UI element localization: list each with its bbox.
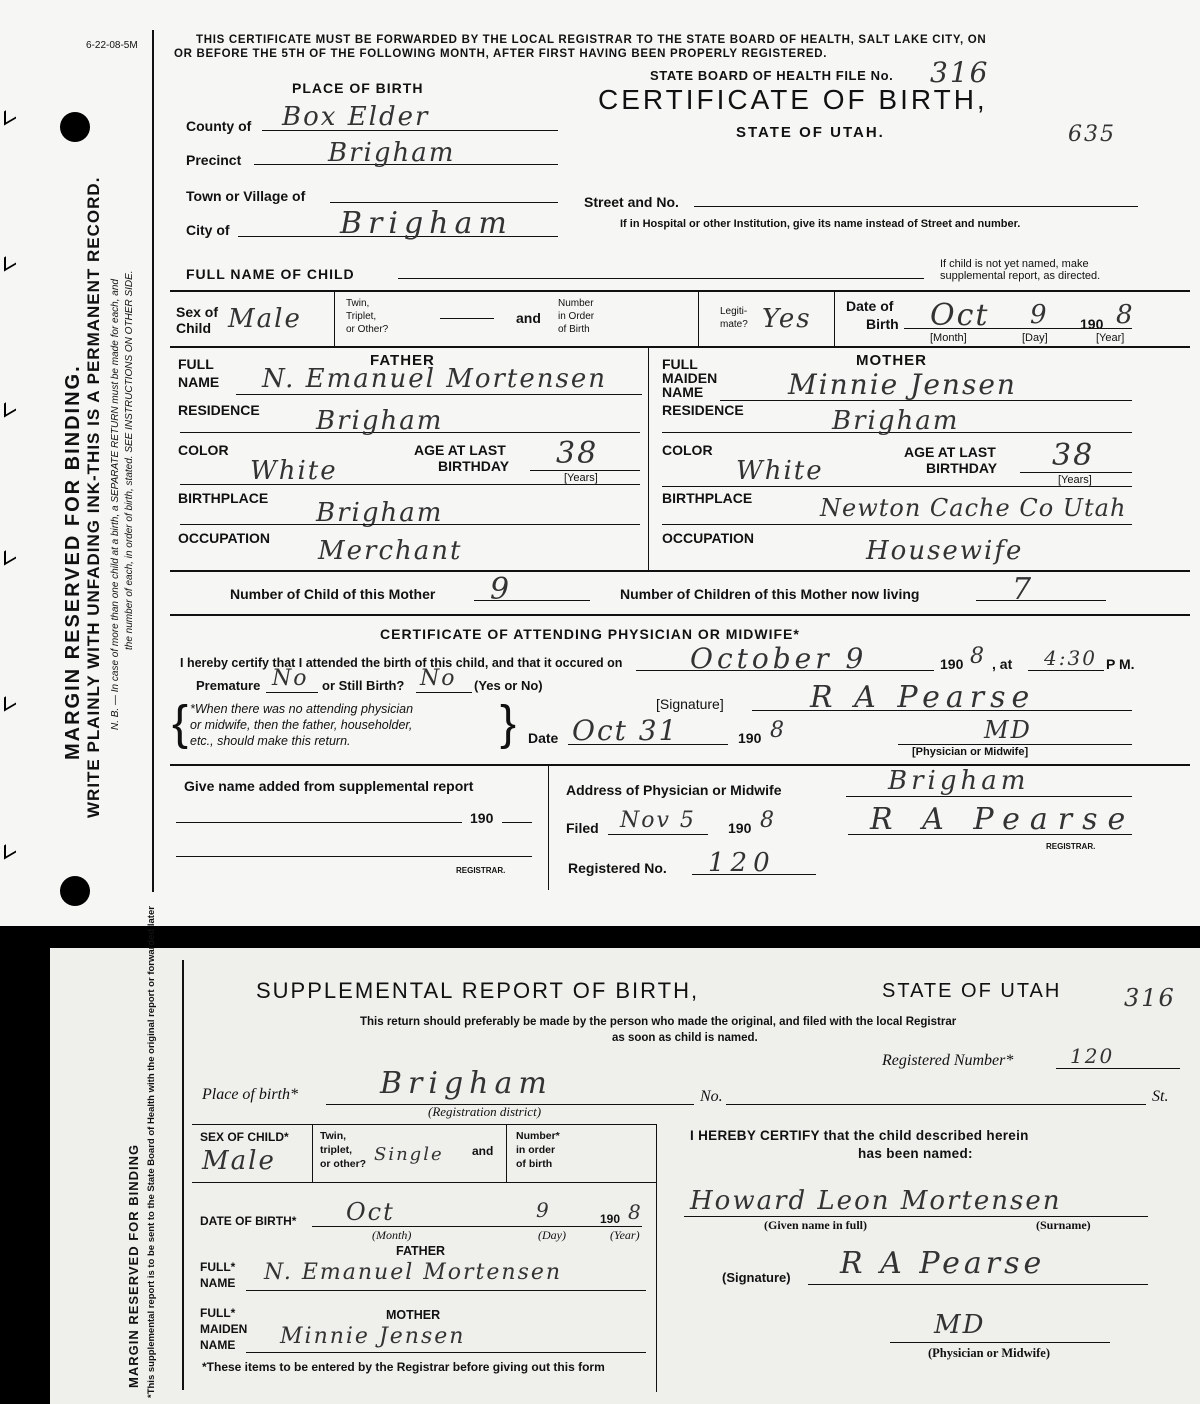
binding-hole-bottom [60,876,90,906]
father-age-label-2: BIRTHDAY [438,458,510,474]
sex-label-2: Child [176,320,211,336]
street-label: Street and No. [584,194,679,210]
number-label-1: Number [558,298,594,309]
supp-title: SUPPLEMENTAL REPORT OF BIRTH, [256,978,700,1003]
mother-residence-label: RESIDENCE [662,402,744,418]
birth-year-suffix: 8 [970,644,986,669]
twin-label-2: Triplet, [346,311,377,322]
binding-tick [4,397,16,418]
supp-sex-value: Male [202,1146,276,1176]
filed-date-value: Nov 5 [620,808,696,833]
supp-month-label: (Month) [372,1228,412,1242]
father-occupation-label: OCCUPATION [178,530,271,546]
sign-date-value: Oct 31 [572,714,679,747]
mother-age-label-2: BIRTHDAY [926,460,998,476]
dob-label-2: Birth [866,316,899,332]
binding-tick [4,691,16,712]
supp-physician-label: (Physician or Midwife) [928,1346,1050,1360]
supp-mother-header: MOTHER [386,1308,441,1322]
supp-father-full-label: FULL* [200,1260,236,1274]
supp-mother-name-value: Minnie Jensen [280,1324,466,1349]
sign-year-prefix: 190 [738,730,762,746]
legitimate-label-1: Legiti- [720,306,748,317]
divider [170,764,1190,766]
supp-margin-reserved-text: MARGIN RESERVED FOR BINDING [126,1143,141,1388]
number-of-child-value: 9 [490,572,512,607]
supp-dob-month: Oct [346,1198,395,1226]
not-named-note-2: supplemental report, as directed. [940,270,1101,282]
physician-heading: CERTIFICATE OF ATTENDING PHYSICIAN OR MIDWIFE* [380,626,800,642]
father-residence-value: Brigham [316,406,444,436]
dob-month-value: Oct [930,298,990,333]
children-living-value: 7 [1012,572,1034,607]
city-value: Brigham [340,206,513,241]
mother-name-label: NAME [662,384,704,400]
supp-intro-2: as soon as child is named. [612,1032,758,1044]
legitimate-label-2: mate? [720,319,748,330]
sex-label-1: Sex of [176,304,219,320]
divider [170,346,1190,348]
precinct-label: Precinct [186,152,242,168]
number-of-child-label: Number of Child of this Mother [230,586,436,602]
supp-father-name-label: NAME [200,1276,236,1290]
supp-box-right [656,1124,657,1392]
supp-father-name-line [246,1290,646,1291]
supp-number-label-3: of birth [516,1158,553,1170]
still-birth-label: or Still Birth? [322,678,405,693]
supp-signature-value: R A Pearse [840,1246,1046,1281]
month-label: [Month] [930,332,967,344]
mother-residence-value: Brigham [832,406,960,436]
divider [698,292,699,346]
town-line [330,202,558,203]
supp-twin-label-1: Twin, [320,1130,347,1142]
supp-mother-name-label: NAME [200,1338,236,1352]
mother-birthplace-line [662,524,1132,525]
mother-birthplace-label: BIRTHPLACE [662,490,753,506]
father-name-value: N. Emanuel Mortensen [262,364,607,394]
father-birthplace-label: BIRTHPLACE [178,490,269,506]
supp-registrar-label: REGISTRAR. [456,866,506,875]
supp-twin-label-2: triplet, [320,1144,353,1156]
give-name-label: Give name added from supplemental report [184,778,474,794]
registered-no-value: 120 [708,848,776,878]
date-label: Date [528,730,559,746]
mother-full-label: FULL [662,356,698,372]
father-name-label: NAME [178,374,220,390]
binding-hole-top [60,112,90,142]
sign-year-suffix: 8 [770,718,786,743]
street-line [694,206,1138,207]
margin-reserved-text: MARGIN RESERVED FOR BINDING. [62,364,84,760]
registrar-signature: R A Pearse [870,802,1136,837]
supp-box-top [192,1124,656,1125]
notice-line-1: THIS CERTIFICATE MUST BE FORWARDED BY THE LOCAL REGISTRAR TO THE STATE BOARD OF HEALTH, SALT LAKE CITY, ON [196,34,987,46]
supp-dob-year-prefix: 190 [600,1212,621,1226]
supp-twin-value: Single [374,1144,444,1165]
at-label: , at [992,656,1013,672]
supp-given-label: (Given name in full) [764,1218,868,1232]
pm-label: P M. [1106,656,1135,672]
father-age-value: 38 [556,436,599,471]
father-color-value: White [250,456,338,486]
mother-color-value: White [736,456,824,486]
supp-certify-1: I HEREBY CERTIFY that the child described herein [690,1128,1029,1143]
supp-state: STATE OF UTAH [882,980,1062,1002]
file-number-value: 316 [930,56,990,89]
father-residence-label: RESIDENCE [178,402,260,418]
divider [170,614,1190,616]
full-name-of-child-label: FULL NAME OF CHILD [186,266,355,282]
father-birthplace-value: Brigham [316,498,444,528]
margin-permanent-record-text: WRITE PLAINLY WITH UNFADING INK-THIS IS A PERMANENT RECORD. [84,176,103,818]
supp-intro-1: This return should preferably be made by the person who made the original, and filed with the local Registrar [360,1016,957,1028]
divider [548,764,549,890]
supp-number-label-2: in order [516,1144,556,1156]
supp-registrar-line [176,856,532,857]
mother-maiden-label: MAIDEN [662,370,718,386]
divider [170,570,1190,572]
yes-or-no-label: (Yes or No) [474,678,543,693]
binding-tick [4,839,16,860]
father-occupation-value: Merchant [318,536,463,566]
supp-footer-note: *These items to be entered by the Registrar before giving out this form [202,1360,605,1374]
premature-label: Premature [196,678,261,693]
year-label: [Year] [1096,332,1125,344]
day-label: [Day] [1022,332,1048,344]
margin-nb-note-2: the number of each, in order of birth, stated. SEE INSTRUCTIONS ON OTHER SIDE. [124,270,135,650]
town-label: Town or Village of [186,188,306,204]
address-value: Brigham [888,766,1030,796]
county-value: Box Elder [282,102,430,132]
mother-color-label: COLOR [662,442,713,458]
attending-note-1: *When there was no attending physician [190,702,414,716]
extra-number: 635 [1068,122,1116,147]
filed-year-suffix: 8 [760,808,776,833]
supp-mother-maiden-label: MAIDEN [200,1322,248,1336]
divider [170,290,1190,292]
supp-twin-label-3: or other? [320,1158,367,1170]
father-full-label: FULL [178,356,214,372]
still-birth-value: No [420,666,457,691]
supp-registered-number-label: Registered Number* [882,1052,1014,1069]
mother-occupation-label: OCCUPATION [662,530,755,546]
not-named-note-1: If child is not yet named, make [940,258,1089,270]
binding-tick [4,105,16,126]
mother-age-value: 38 [1052,438,1095,473]
supp-place-value: Brigham [380,1066,553,1101]
father-name-line [236,394,642,395]
dob-label-1: Date of [846,298,894,314]
title-line [898,744,1132,745]
supp-dob-day: 9 [536,1198,551,1222]
premature-value: No [272,666,309,691]
birth-time-value: 4:30 [1044,646,1097,670]
birth-year-prefix: 190 [940,656,964,672]
father-birthplace-line [180,524,640,525]
supp-box-divider [312,1124,313,1182]
supp-corner-number: 316 [1124,984,1176,1012]
mother-years-label: [Years] [1058,474,1092,486]
filed-line [608,834,708,835]
twin-label-3: or Other? [346,324,389,335]
physician-signature: R A Pearse [810,680,1036,715]
street-note: If in Hospital or other Institution, give its name instead of Street and number. [620,218,1021,230]
dob-year-prefix: 190 [1080,316,1104,332]
supp-title-line [890,1342,1110,1343]
children-living-label: Number of Children of this Mother now living [620,586,920,602]
binding-tick [4,251,16,272]
still-birth-line [416,692,472,693]
father-header: FATHER [370,352,435,369]
mother-age-label-1: AGE AT LAST [904,444,996,460]
children-living-line [976,600,1106,601]
divider [334,292,335,346]
supp-and-label: and [472,1144,494,1158]
margin-nb-note-1: N. B. — In case of more than one child at a birth, a SEPARATE RETURN must be made for each, and [110,279,121,730]
city-label: City of [186,222,230,238]
supp-no-label: No. [700,1088,723,1105]
mother-birthplace-value: Newton Cache Co Utah [820,494,1127,522]
supp-father-header: FATHER [396,1244,446,1258]
and-label: and [516,310,541,326]
supp-day-label: (Day) [538,1228,566,1242]
mother-age-line [1020,472,1132,473]
sex-value: Male [228,304,302,334]
supp-given-name-value: Howard Leon Mortensen [690,1186,1062,1216]
supp-dob-year-suffix: 8 [628,1200,643,1224]
supp-st-label: St. [1152,1088,1169,1105]
dob-year-suffix: 8 [1116,300,1135,330]
supp-registered-number-line [1056,1068,1180,1069]
supp-margin-note: *This supplemental report is to be sent to the State Board of Health with the original report or forwarded later [146,906,157,1398]
twin-line [440,318,494,319]
supp-registered-number-value: 120 [1070,1044,1115,1068]
supp-dob-label: DATE OF BIRTH* [200,1214,297,1228]
binding-tick [4,545,16,566]
supp-certify-2: has been named: [858,1146,973,1161]
supp-mother-name-line [246,1352,646,1353]
supp-dob-line [312,1226,642,1227]
county-label: County of [186,118,252,134]
supp-name-line [176,822,462,823]
supp-title-md: MD [934,1310,986,1340]
number-label-3: of Birth [558,324,590,335]
supp-mother-full-label: FULL* [200,1306,236,1320]
supp-number-label-1: Number* [516,1130,560,1142]
supp-surname-label: (Surname) [1036,1218,1091,1232]
birth-time-line [1028,670,1104,671]
divider [648,346,649,570]
notice-line-2: OR BEFORE THE 5TH OF THE FOLLOWING MONTH, AFTER FIRST HAVING BEEN PROPERLY REGISTERED. [174,48,828,60]
legitimate-value: Yes [762,304,812,334]
supplemental-report [50,906,1200,1404]
birth-date-written: October 9 [690,642,868,675]
premature-line [266,692,318,693]
supp-signature-line [808,1284,1148,1285]
supp-registration-district: (Registration district) [428,1104,542,1119]
father-color-label: COLOR [178,442,229,458]
left-border [152,30,154,892]
supp-signature-label: (Signature) [722,1270,791,1285]
supp-no-line [726,1104,1146,1105]
mother-name-value: Minnie Jensen [788,368,1017,401]
certify-text: I hereby certify that I attended the birth of this child, and that it occured on [180,656,623,670]
father-age-label-1: AGE AT LAST [414,442,506,458]
filed-label: Filed [566,820,599,836]
supp-sex-label: SEX OF CHILD* [200,1130,289,1144]
attending-note-3: etc., should make this return. [190,734,351,748]
supp-given-name-line [684,1216,1148,1217]
address-label: Address of Physician or Midwife [566,782,782,798]
form-code: 6-22-08-5M [86,40,138,51]
supp-year-prefix: 190 [470,810,494,826]
state-heading: STATE OF UTAH. [736,124,885,141]
supp-father-name-value: N. Emanuel Mortensen [264,1260,563,1285]
number-label-2: in Order [558,311,595,322]
mother-occupation-value: Housewife [866,536,1024,566]
supp-year-label: (Year) [610,1228,640,1242]
sign-title: MD [984,716,1032,744]
father-age-line [530,470,640,471]
place-of-birth-heading: PLACE OF BIRTH [292,80,424,96]
signature-label: [Signature] [656,696,724,712]
address-line [846,796,1132,797]
brace-left: { [172,697,189,750]
twin-label-1: Twin, [346,298,370,309]
father-years-label: [Years] [564,472,598,484]
certificate-title: CERTIFICATE OF BIRTH, [598,84,988,115]
dob-day-value: 9 [1030,300,1049,330]
supp-place-label: Place of birth* [202,1086,298,1103]
mother-header: MOTHER [856,352,927,369]
full-name-line [398,278,924,279]
mother-color-line [662,486,1132,487]
physician-or-midwife-label: [Physician or Midwife] [912,746,1029,758]
father-color-line [180,484,640,485]
supp-box-line [192,1182,656,1183]
file-number-label: STATE BOARD OF HEALTH FILE No. [650,68,894,83]
filed-year-prefix: 190 [728,820,752,836]
brace-right: } [500,697,517,750]
divider [834,292,835,346]
registrar-label: REGISTRAR. [1046,842,1096,851]
supp-left-border [182,960,184,1390]
attending-note-2: or midwife, then the father, householder, [190,718,413,732]
precinct-value: Brigham [328,138,456,168]
registered-no-label: Registered No. [568,860,667,876]
supp-year-line [502,822,532,823]
supp-box-divider [506,1124,507,1182]
